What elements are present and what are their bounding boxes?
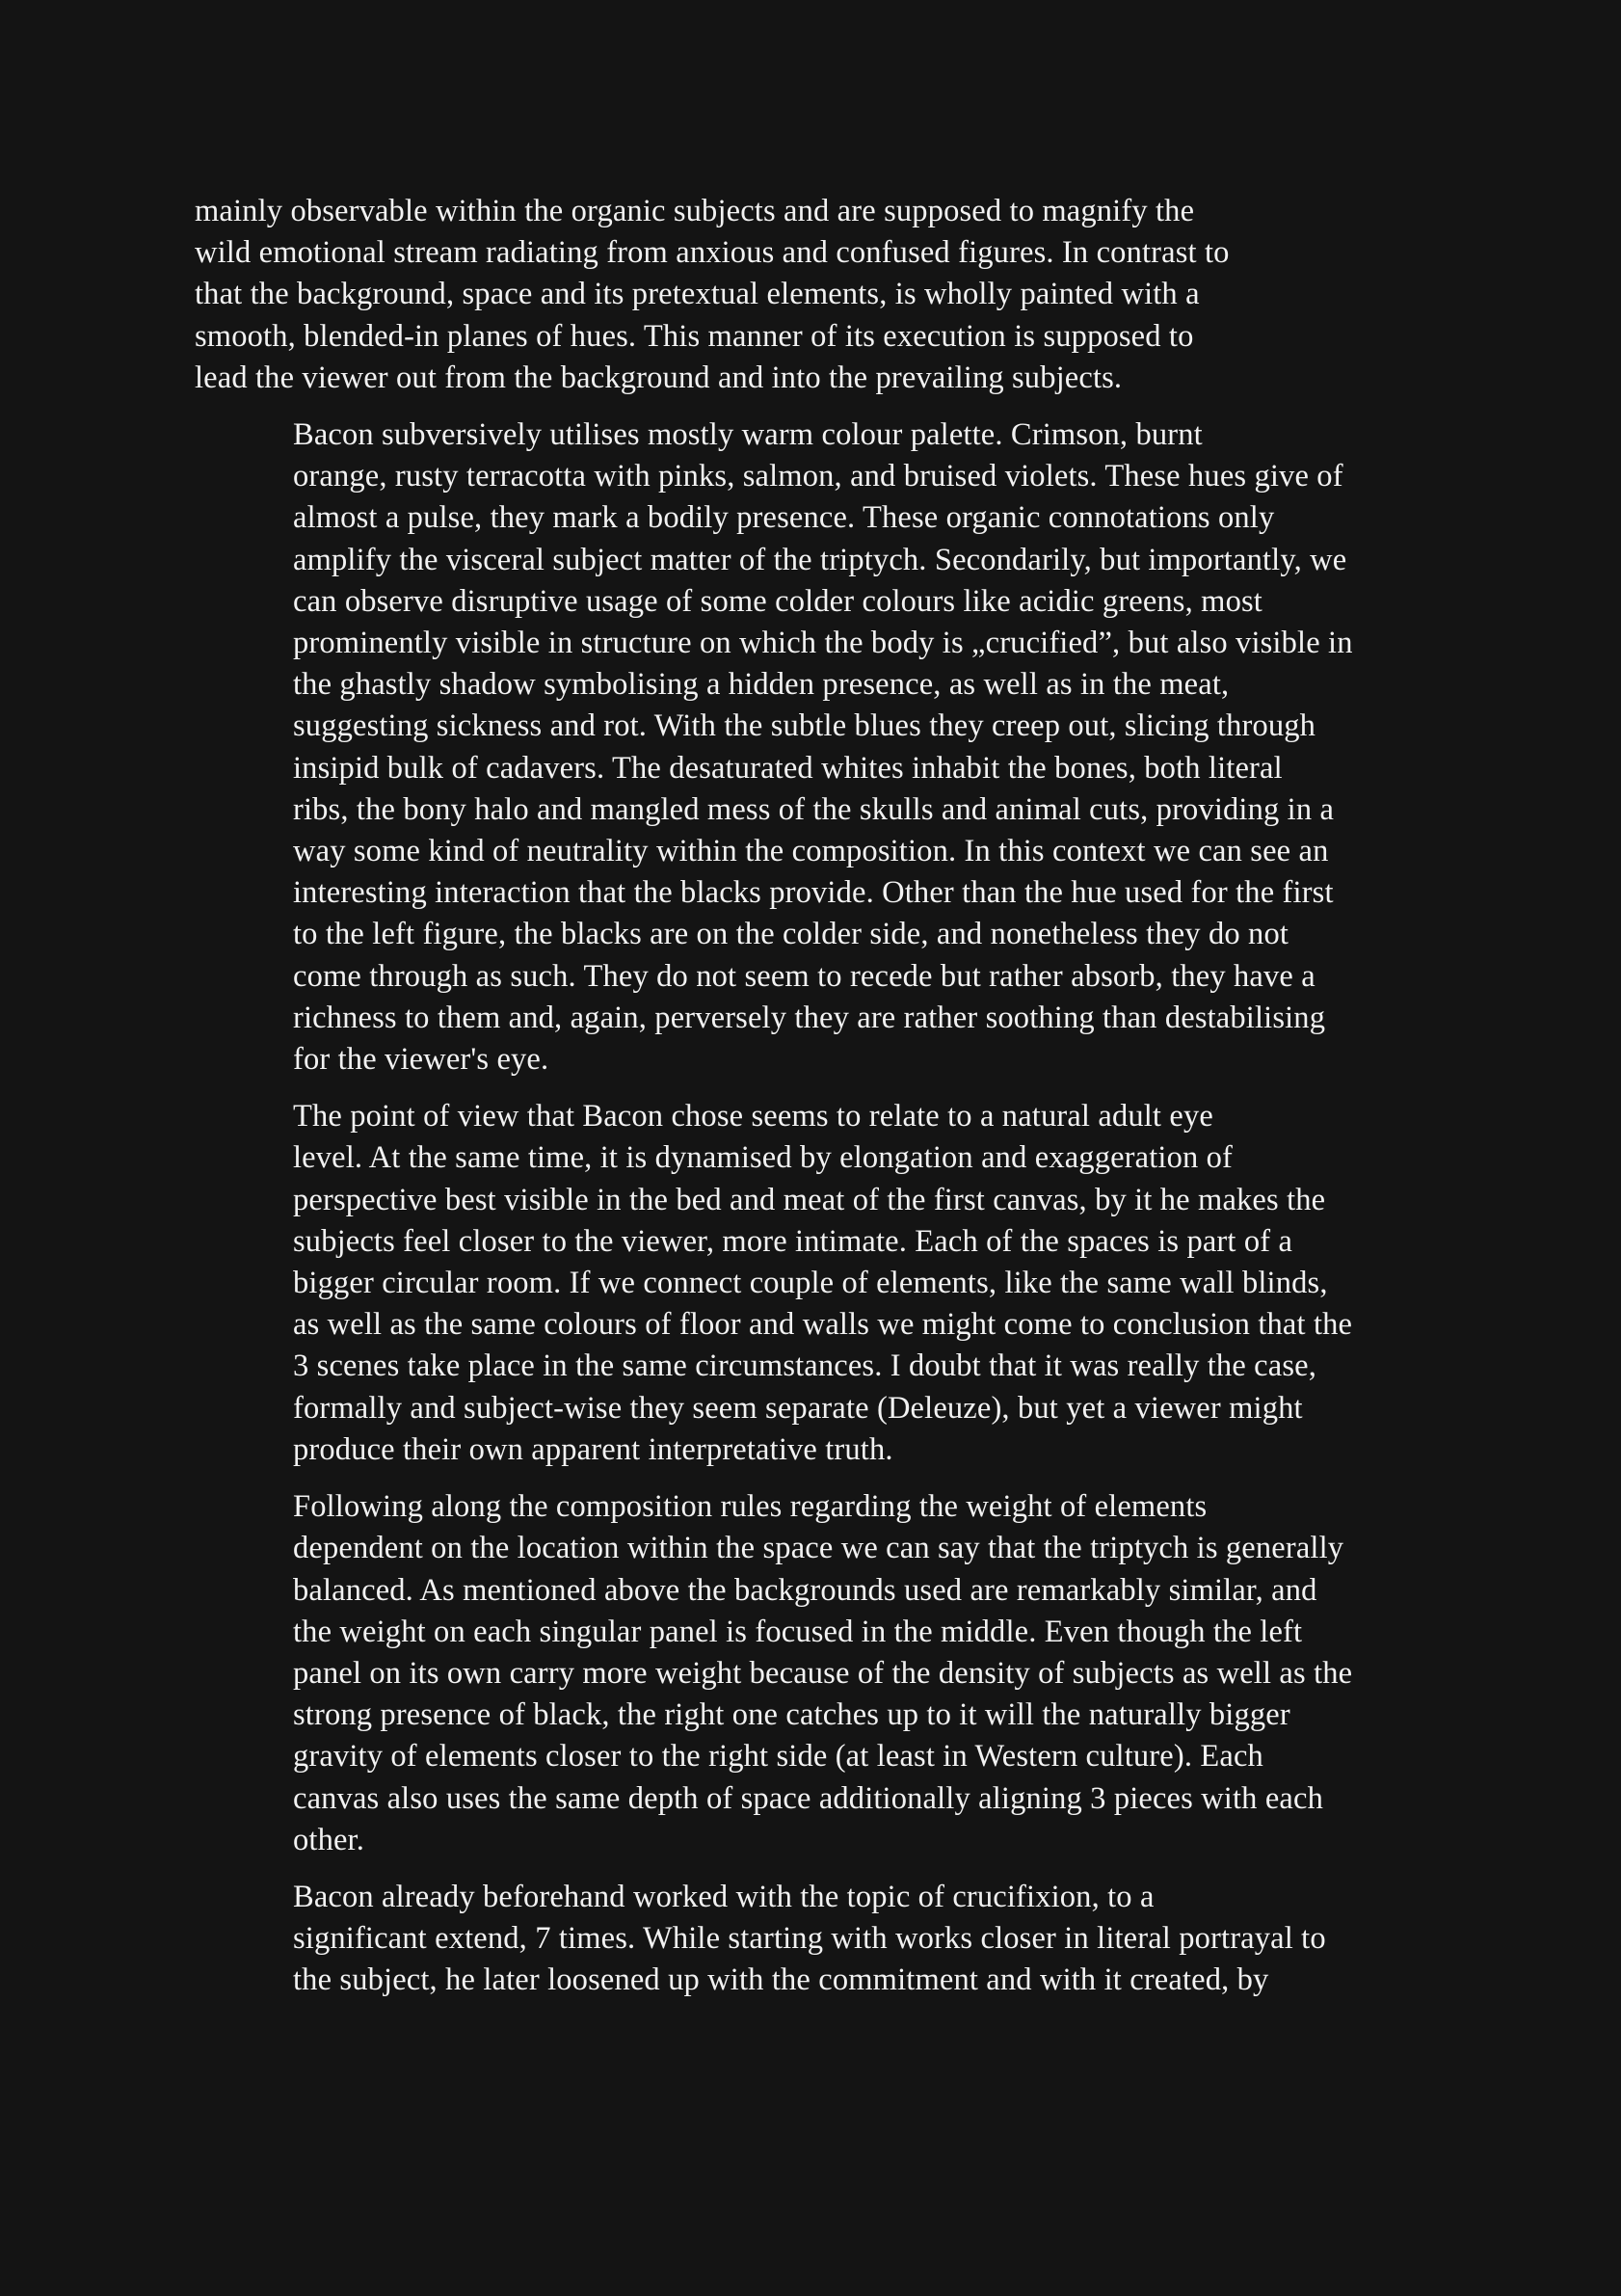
- text-line: significant extend, 7 times. While starting with works closer in literal portrayal to: [293, 1921, 1326, 1957]
- paragraph: [195, 191, 1438, 399]
- paragraph: [195, 1877, 1438, 2002]
- text-line: smooth, blended-in planes of hues. This manner of its execution is supposed to: [195, 318, 1194, 354]
- text-line: amplify the visceral subject matter of the triptych. Secondarily, but importantly, we: [293, 542, 1347, 577]
- text-line: subjects feel closer to the viewer, more intimate. Each of the spaces is part of a: [293, 1223, 1293, 1259]
- text-line: gravity of elements closer to the right side (at least in Western culture). Each: [293, 1739, 1263, 1775]
- paragraph: [195, 1096, 1438, 1471]
- text-line: The point of view that Bacon chose seems to relate to a natural adult eye: [293, 1099, 1213, 1135]
- text-line: bigger circular room. If we connect couple of elements, like the same wall blinds,: [293, 1266, 1328, 1301]
- text-line: ribs, the bony halo and mangled mess of the skulls and animal cuts, providing in a: [293, 791, 1335, 827]
- text-line: as well as the same colours of floor and walls we might come to conclusion that the: [293, 1307, 1353, 1343]
- text-line: Bacon subversively utilises mostly warm colour palette. Crimson, burnt: [293, 417, 1203, 453]
- text-line: Following along the composition rules regarding the weight of elements: [293, 1489, 1208, 1525]
- text-line: for the viewer's eye.: [293, 1042, 549, 1078]
- text-line: almost a pulse, they mark a bodily presence. These organic connotations only: [293, 500, 1275, 536]
- text-line: strong presence of black, the right one catches up to it will the naturally bigger: [293, 1697, 1290, 1733]
- text-line: Bacon already beforehand worked with the topic of crucifixion, to a: [293, 1879, 1155, 1914]
- text-line: 3 scenes take place in the same circumstances. I doubt that it was really the case,: [293, 1348, 1316, 1384]
- text-line: that the background, space and its pretextual elements, is wholly painted with a: [195, 277, 1200, 312]
- text-line: perspective best visible in the bed and meat of the first canvas, by it he makes the: [293, 1182, 1326, 1217]
- text-line: prominently visible in structure on which the body is „crucified”, but also visible in: [293, 626, 1353, 661]
- text-line: formally and subject-wise they seem separate (Deleuze), but yet a viewer might: [293, 1390, 1303, 1426]
- text-line: mainly observable within the organic subjects and are supposed to magnify the: [195, 194, 1195, 228]
- paragraph: [195, 414, 1438, 1081]
- text-line: other.: [293, 1822, 365, 1857]
- text-line: balanced. As mentioned above the backgrounds used are remarkably similar, and: [293, 1572, 1317, 1608]
- text-line: level. At the same time, it is dynamised by elongation and exaggeration of: [293, 1140, 1234, 1176]
- text-line: wild emotional stream radiating from anxious and confused figures. In contrast to: [195, 235, 1230, 271]
- text-line: the ghastly shadow symbolising a hidden presence, as well as in the meat,: [293, 667, 1230, 703]
- text-line: suggesting sickness and rot. With the subtle blues they creep out, slicing through: [293, 708, 1316, 744]
- text-line: the subject, he later loosened up with the commitment and with it created, by: [293, 1962, 1269, 1998]
- text-line: insipid bulk of cadavers. The desaturated whites inhabit the bones, both literal: [293, 750, 1283, 786]
- text-line: produce their own apparent interpretative truth.: [293, 1431, 893, 1467]
- text-line: to the left figure, the blacks are on the colder side, and nonetheless they do not: [293, 917, 1289, 952]
- text-line: the weight on each singular panel is focused in the middle. Even though the left: [293, 1614, 1303, 1649]
- text-line: lead the viewer out from the background and into the prevailing subjects.: [195, 360, 1123, 395]
- text-line: way some kind of neutrality within the composition. In this context we can see an: [293, 834, 1329, 869]
- text-line: interesting interaction that the blacks provide. Other than the hue used for the first: [293, 875, 1334, 911]
- text-line: richness to them and, again, perversely they are rather soothing than destabilising: [293, 1000, 1326, 1035]
- text-line: canvas also uses the same depth of space additionally aligning 3 pieces with each: [293, 1780, 1323, 1816]
- text-line: dependent on the location within the space we can say that the triptych is generally: [293, 1531, 1344, 1566]
- body-text: [195, 191, 1438, 2017]
- text-line: panel on its own carry more weight because of the density of subjects as well as the: [293, 1655, 1353, 1691]
- text-line: orange, rusty terracotta with pinks, salmon, and bruised violets. These hues give of: [293, 459, 1343, 494]
- text-line: can observe disruptive usage of some colder colours like acidic greens, most: [293, 583, 1262, 619]
- paragraph: [195, 1486, 1438, 1861]
- text-line: come through as such. They do not seem to recede but rather absorb, they have a: [293, 958, 1315, 994]
